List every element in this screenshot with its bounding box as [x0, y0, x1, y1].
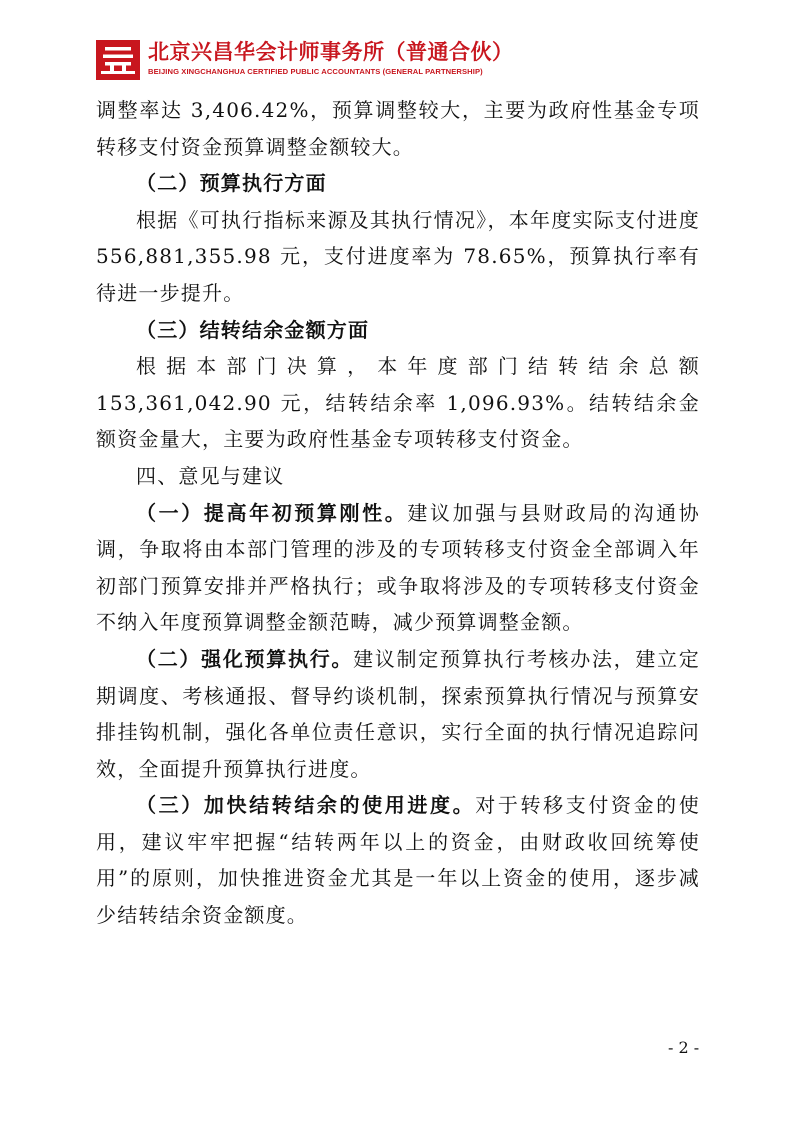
- suggestion-1: [96, 495, 700, 641]
- suggestion-3: [96, 787, 700, 933]
- heading-opinions-suggestions: 四、意见与建议: [136, 463, 285, 488]
- heading-carryover-balance: （三）结转结余金额方面: [136, 317, 370, 342]
- heading-budget-execution: （二）预算执行方面: [136, 171, 327, 196]
- suggestion-1-text: 建议加强与县财政局的沟通协调，争取将由本部门管理的涉及的专项转移支付资金全部调入年初部门预算安排并严格执行；或争取将涉及的专项转移支付资金不纳入年度预算调整金额范畴，减少预算调整金额。: [96, 500, 700, 635]
- suggestion-3-title: （三）加快结转结余的使用进度。: [136, 793, 476, 818]
- firm-logo-icon: [96, 40, 140, 80]
- paragraph-budget-adjustment: 调整率达 3,406.42%，预算调整较大，主要为政府性基金专项转移支付资金预算调整金额较大。: [96, 98, 700, 159]
- document-body: [96, 92, 700, 934]
- paragraph-budget-execution: 根据《可执行指标来源及其执行情况》，本年度实际支付进度 556,881,355.98 元，支付进度率为 78.65%，预算执行率有待进一步提升。: [96, 207, 700, 305]
- letterhead: [96, 38, 656, 88]
- suggestion-2-text: 建议制定预算执行考核办法，建立定期调度、考核通报、督导约谈机制，探索预算执行情况与预算安排挂钩机制，强化各单位责任意识，实行全面的执行情况追踪问效，全面提升预算执行进度。: [96, 646, 701, 781]
- page-number: - 2 -: [668, 1038, 700, 1057]
- paragraph-carryover-balance: 根据本部门决算，本年度部门结转结余总额 153,361,042.90 元，结转结余率 1,096.93%。结转结余金额资金量大，主要为政府性基金专项转移支付资金。: [96, 354, 700, 452]
- firm-name-chinese: 北京兴昌华会计师事务所（普通合伙）: [148, 40, 514, 64]
- suggestion-2-title: （二）强化预算执行。: [136, 646, 354, 671]
- suggestion-1-title: （一）提高年初预算刚性。: [136, 500, 408, 525]
- suggestion-3-text: 对于转移支付资金的使用，建议牢牢把握“结转两年以上的资金，由财政收回统筹使用”的原则，加快推进资金尤其是一年以上资金的使用，逐步减少结转结余资金额度。: [96, 793, 700, 928]
- suggestion-2: [96, 641, 700, 787]
- firm-name-english: BEIJING XINGCHANGHUA CERTIFIED PUBLIC ACCOUNTANTS (GENERAL PARTNERSHIP): [148, 67, 483, 76]
